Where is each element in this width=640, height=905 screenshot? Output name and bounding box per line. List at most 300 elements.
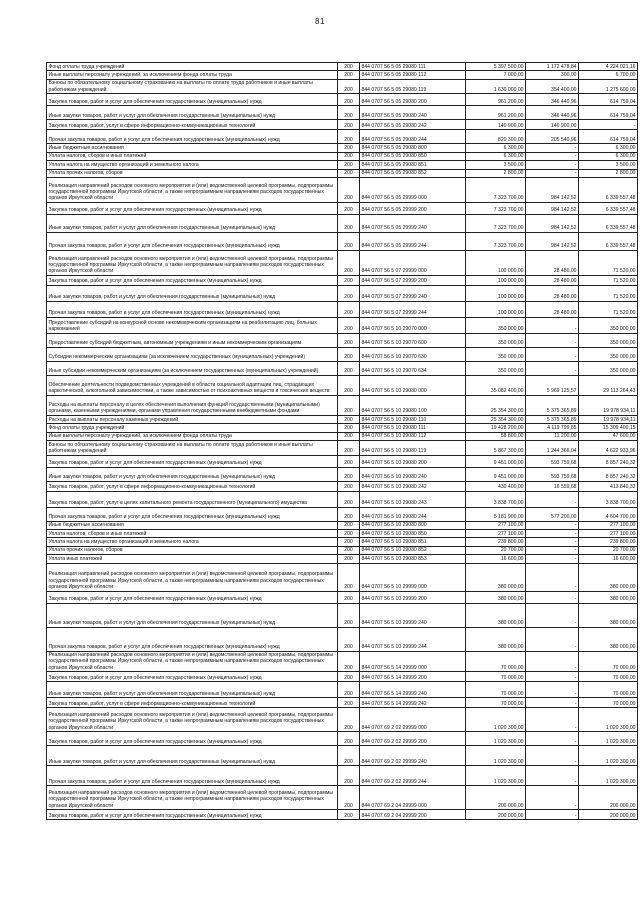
row-kvr-cell: 200 [338, 106, 360, 120]
row-kvr-cell: 200 [338, 521, 360, 529]
row-approved-cell: 380 000,00 [466, 603, 526, 627]
row-approved-cell: 5 397 500,00 [466, 63, 526, 71]
row-code-cell: 844 0707 56 5 05 29999 240 [360, 214, 466, 232]
row-name-cell: Реализация направлений расходов основного мероприятия и (или) ведомственной целевой программы, подпрограммы государственной программы Иркутской области, а также непрограммным направлениям расходов государственных органов Иркутской области [47, 563, 338, 591]
row-approved-cell: 1 020 300,00 [466, 708, 526, 732]
row-kvr-cell: 200 [338, 546, 360, 554]
row-approved-cell: 9 451 000,00 [466, 455, 526, 467]
row-unexecuted-cell: 3 838 700,00 [579, 491, 638, 507]
row-executed-cell: 28 480,00 [526, 275, 579, 285]
row-name-cell: Прочая закупка товаров, работ и услуг для обеспечения государственных (муниципальных) нужд [47, 301, 338, 317]
row-code-cell: 844 0707 56 5 10 29999 244 [360, 627, 466, 651]
table-row [47, 441, 638, 456]
row-code-cell: 844 0707 56 5 07 29999 244 [360, 301, 466, 317]
row-unexecuted-cell: 6 300,00 [579, 144, 638, 152]
table-row [47, 546, 638, 554]
row-kvr-cell: 200 [338, 682, 360, 698]
row-name-cell: Иные закупки товаров, работ и услуг для обеспечения государственных (муниципальных) нужд [47, 214, 338, 232]
row-executed-cell: 593 759,68 [526, 455, 579, 467]
row-code-cell: 844 0707 56 5 05 29999 244 [360, 232, 466, 250]
row-code-cell: 844 0707 56 5 07 29999 000 [360, 250, 466, 275]
row-executed-cell: - [526, 521, 579, 529]
row-kvr-cell: 200 [338, 481, 360, 491]
row-executed-cell: 354 400,00 [526, 79, 579, 94]
row-name-cell: Фонд оплаты труда учреждений [47, 424, 338, 432]
row-code-cell: 844 0707 56 5 10 29080 242 [360, 481, 466, 491]
row-unexecuted-cell: 614 759,04 [579, 94, 638, 106]
row-approved-cell: 7 323 700,00 [466, 202, 526, 214]
row-approved-cell: 2 800,00 [466, 169, 526, 177]
row-kvr-cell: 200 [338, 169, 360, 177]
row-name-cell: Закупка товаров, работ, услуг в целях капитального ремонта государственного (муниципального) имущества [47, 491, 338, 507]
table-row [47, 106, 638, 120]
row-unexecuted-cell: 6 700,00 [579, 71, 638, 79]
row-code-cell: 844 0707 56 5 10 29080 853 [360, 555, 466, 563]
row-unexecuted-cell: 1 275 600,00 [579, 79, 638, 94]
row-kvr-cell: 200 [338, 415, 360, 423]
row-executed-cell: - [526, 708, 579, 732]
table-row [47, 786, 638, 810]
row-unexecuted-cell: 614 759,04 [579, 130, 638, 144]
row-name-cell: Уплата прочих налогов, сборов [47, 169, 338, 177]
row-code-cell: 844 0707 56 5 07 29999 200 [360, 275, 466, 285]
row-approved-cell: 200 000,00 [466, 810, 526, 820]
row-kvr-cell: 200 [338, 746, 360, 766]
row-approved-cell: 70 000,00 [466, 698, 526, 708]
table-row [47, 491, 638, 507]
row-unexecuted-cell: 380 000,00 [579, 627, 638, 651]
row-name-cell: Реализация направлений расходов основного мероприятия и (или) ведомственной целевой программы, подпрограммы государственной программы Иркутской области, а также непрограммным направлениям расходов государственных органов Иркутской области [47, 708, 338, 732]
row-unexecuted-cell: 16 600,00 [579, 555, 638, 563]
row-unexecuted-cell: 4 622 933,96 [579, 441, 638, 456]
row-executed-cell: 346 440,96 [526, 106, 579, 120]
row-unexecuted-cell: 350 000,00 [579, 333, 638, 347]
table-row [47, 63, 638, 71]
table-body [47, 63, 638, 820]
row-executed-cell: - [526, 144, 579, 152]
row-approved-cell: 5 867 300,00 [466, 441, 526, 456]
row-name-cell: Закупка товаров, работ и услуг для обеспечения государственных (муниципальных) нужд [47, 732, 338, 746]
row-approved-cell: 961 200,00 [466, 106, 526, 120]
row-unexecuted-cell: 6 339 557,48 [579, 202, 638, 214]
row-approved-cell: 100 000,00 [466, 250, 526, 275]
row-unexecuted-cell: 70 000,00 [579, 682, 638, 698]
row-name-cell: Иные закупки товаров, работ и услуг для обеспечения государственных (муниципальных) нужд [47, 746, 338, 766]
row-approved-cell: 1 020 300,00 [466, 732, 526, 746]
row-kvr-cell: 200 [338, 79, 360, 94]
row-kvr-cell: 200 [338, 71, 360, 79]
row-name-cell: Иные выплаты персоналу учреждений, за исключением фонда оплаты труда [47, 71, 338, 79]
row-approved-cell: 239 800,00 [466, 538, 526, 546]
row-approved-cell: 16 600,00 [466, 555, 526, 563]
row-executed-cell: 4 119 799,85 [526, 424, 579, 432]
row-code-cell: 844 0707 56 5 10 29080 000 [360, 375, 466, 395]
row-code-cell: 844 0707 56 5 10 29080 111 [360, 424, 466, 432]
row-code-cell: 844 0707 56 5 10 29080 243 [360, 491, 466, 507]
row-name-cell: Закупка товаров, работ и услуг для обеспечения государственных (муниципальных) нужд [47, 94, 338, 106]
row-name-cell: Иные закупки товаров, работ и услуг для обеспечения государственных (муниципальных) нужд [47, 467, 338, 481]
table-row [47, 347, 638, 361]
row-kvr-cell: 200 [338, 361, 360, 375]
row-name-cell: Реализация направлений расходов основного мероприятия и (или) ведомственной целевой программы, подпрограммы государственной программы Иркутской области, а также непрограммным направлениям расходов государственных органов Иркутской области [47, 786, 338, 810]
row-unexecuted-cell: 350 000,00 [579, 317, 638, 333]
row-unexecuted-cell: 1 020 300,00 [579, 746, 638, 766]
row-kvr-cell: 200 [338, 441, 360, 456]
row-unexecuted-cell: 19 978 934,11 [579, 395, 638, 415]
row-code-cell: 844 0707 56 5 05 29999 200 [360, 202, 466, 214]
row-unexecuted-cell: 277 100,00 [579, 530, 638, 538]
row-approved-cell: 25 354 300,00 [466, 395, 526, 415]
row-name-cell: Реализация направлений расходов основного мероприятия и (или) ведомственной целевой программы, подпрограммы государственной программы Иркутской области, а также непрограммным направлениям расходов государственных органов Иркутской области [47, 651, 338, 672]
row-unexecuted-cell: 350 000,00 [579, 361, 638, 375]
row-name-cell: Расходы на выплаты персоналу казенных учреждений [47, 415, 338, 423]
row-name-cell: Закупка товаров, работ и услуг для обеспечения государственных (муниципальных) нужд [47, 591, 338, 603]
row-code-cell: 844 0707 56 5 05 29080 850 [360, 152, 466, 160]
row-unexecuted-cell: 6 339 557,48 [579, 232, 638, 250]
row-executed-cell: - [526, 333, 579, 347]
row-executed-cell: 11 200,00 [526, 432, 579, 440]
row-name-cell: Закупка товаров, работ, услуг в сфере информационно-коммуникационных технологий [47, 698, 338, 708]
row-unexecuted-cell: 70 000,00 [579, 698, 638, 708]
row-approved-cell: 430 400,00 [466, 481, 526, 491]
row-executed-cell: 16 559,68 [526, 481, 579, 491]
row-kvr-cell: 200 [338, 301, 360, 317]
row-kvr-cell: 200 [338, 152, 360, 160]
table-row [47, 563, 638, 591]
row-name-cell: Иные выплаты персоналу учреждений, за исключением фонда оплаты труда [47, 432, 338, 440]
row-code-cell: 844 0707 56 5 05 29999 000 [360, 177, 466, 202]
row-kvr-cell: 200 [338, 202, 360, 214]
table-row [47, 415, 638, 423]
row-unexecuted-cell: 413 840,32 [579, 481, 638, 491]
row-kvr-cell: 200 [338, 232, 360, 250]
row-executed-cell: - [526, 627, 579, 651]
row-approved-cell: 19 428 200,00 [466, 424, 526, 432]
row-executed-cell: - [526, 317, 579, 333]
row-code-cell: 844 0707 56 5 05 29080 112 [360, 71, 466, 79]
row-unexecuted-cell: 8 857 240,32 [579, 467, 638, 481]
row-kvr-cell: 200 [338, 120, 360, 130]
row-executed-cell: - [526, 161, 579, 169]
table-row [47, 507, 638, 521]
row-name-cell: Предоставление субсидий бюджетным, автономным учреждениям и иным некоммерческим организациям [47, 333, 338, 347]
row-unexecuted-cell: 6 339 557,48 [579, 177, 638, 202]
row-kvr-cell: 200 [338, 455, 360, 467]
table-row [47, 275, 638, 285]
row-name-cell: Предоставление субсидий на конкурсной основе некоммерческим организациям на реабилитацию лиц, больных наркоманией [47, 317, 338, 333]
row-code-cell: 844 0707 56 5 10 29070 600 [360, 333, 466, 347]
row-unexecuted-cell: 2 800,00 [579, 169, 638, 177]
row-code-cell: 844 0707 56 5 05 29080 111 [360, 63, 466, 71]
row-kvr-cell: 200 [338, 395, 360, 415]
table-row [47, 698, 638, 708]
row-unexecuted-cell: 1 020 300,00 [579, 708, 638, 732]
row-approved-cell: 277 100,00 [466, 521, 526, 529]
row-executed-cell: - [526, 698, 579, 708]
table-row [47, 555, 638, 563]
row-executed-cell: - [526, 682, 579, 698]
row-approved-cell: 100 000,00 [466, 285, 526, 301]
row-kvr-cell: 200 [338, 698, 360, 708]
row-unexecuted-cell: - [579, 120, 638, 130]
row-approved-cell: 7 000,00 [466, 71, 526, 79]
row-code-cell: 844 0707 56 5 10 29070 630 [360, 347, 466, 361]
row-name-cell: Иные закупки товаров, работ и услуг для обеспечения государственных (муниципальных) нужд [47, 603, 338, 627]
row-approved-cell: 35 082 400,00 [466, 375, 526, 395]
row-kvr-cell: 200 [338, 507, 360, 521]
row-kvr-cell: 200 [338, 144, 360, 152]
row-executed-cell: - [526, 591, 579, 603]
row-executed-cell: - [526, 546, 579, 554]
table-row [47, 530, 638, 538]
row-kvr-cell: 200 [338, 530, 360, 538]
row-kvr-cell: 200 [338, 250, 360, 275]
table-row [47, 214, 638, 232]
row-unexecuted-cell: 380 000,00 [579, 591, 638, 603]
row-code-cell: 844 0707 56 5 05 29080 119 [360, 79, 466, 94]
table-row [47, 130, 638, 144]
row-executed-cell: 984 142,52 [526, 232, 579, 250]
row-approved-cell: 9 451 000,00 [466, 467, 526, 481]
row-unexecuted-cell: 4 604 700,00 [579, 507, 638, 521]
row-executed-cell: 140 900,00 [526, 120, 579, 130]
row-approved-cell: 7 323 700,00 [466, 232, 526, 250]
row-code-cell: 844 0707 56 5 05 29080 800 [360, 144, 466, 152]
row-approved-cell: 140 900,00 [466, 120, 526, 130]
row-executed-cell: - [526, 672, 579, 682]
row-approved-cell: 1 020 300,00 [466, 746, 526, 766]
row-kvr-cell: 200 [338, 766, 360, 786]
row-kvr-cell: 200 [338, 285, 360, 301]
table-row [47, 120, 638, 130]
row-code-cell: 844 0707 56 5 10 29080 852 [360, 546, 466, 554]
row-code-cell: 844 0707 56 5 10 29999 000 [360, 563, 466, 591]
row-kvr-cell: 200 [338, 708, 360, 732]
row-kvr-cell: 200 [338, 672, 360, 682]
table-row [47, 481, 638, 491]
row-unexecuted-cell: 29 113 264,43 [579, 375, 638, 395]
row-unexecuted-cell: 6 300,00 [579, 152, 638, 160]
row-kvr-cell: 200 [338, 603, 360, 627]
row-unexecuted-cell: 200 000,00 [579, 786, 638, 810]
row-approved-cell: 7 323 700,00 [466, 214, 526, 232]
row-executed-cell: - [526, 786, 579, 810]
row-kvr-cell: 200 [338, 627, 360, 651]
row-code-cell: 844 0707 56 5 10 29999 200 [360, 591, 466, 603]
row-unexecuted-cell: 47 600,00 [579, 432, 638, 440]
row-approved-cell: 25 354 300,00 [466, 415, 526, 423]
row-approved-cell: 961 200,00 [466, 94, 526, 106]
row-executed-cell: - [526, 563, 579, 591]
row-approved-cell: 380 000,00 [466, 563, 526, 591]
table-row [47, 333, 638, 347]
row-code-cell: 844 0707 56 5 05 29080 200 [360, 94, 466, 106]
row-code-cell: 844 0707 56 5 10 29080 100 [360, 395, 466, 415]
table-row [47, 732, 638, 746]
table-row [47, 71, 638, 79]
row-name-cell: Прочая закупка товаров, работ и услуг для обеспечения государственных (муниципальных) нужд [47, 766, 338, 786]
row-approved-cell: 350 000,00 [466, 361, 526, 375]
row-kvr-cell: 200 [338, 651, 360, 672]
row-executed-cell: 28 480,00 [526, 285, 579, 301]
row-name-cell: Субсидии некоммерческим организациям (за исключением государственных (муниципальных) учреждений) [47, 347, 338, 361]
row-code-cell: 844 0707 56 5 05 29080 244 [360, 130, 466, 144]
row-name-cell: Прочая закупка товаров, работ и услуг для обеспечения государственных (муниципальных) нужд [47, 232, 338, 250]
row-kvr-cell: 200 [338, 161, 360, 169]
row-approved-cell: 380 000,00 [466, 627, 526, 651]
row-unexecuted-cell: 277 100,00 [579, 521, 638, 529]
row-executed-cell: 5 375 365,89 [526, 415, 579, 423]
row-unexecuted-cell: 8 857 240,32 [579, 455, 638, 467]
row-kvr-cell: 200 [338, 63, 360, 71]
row-unexecuted-cell: 15 309 400,15 [579, 424, 638, 432]
row-name-cell: Уплата налога на имущество организаций и земельного налога [47, 538, 338, 546]
row-unexecuted-cell: 1 020 300,00 [579, 732, 638, 746]
row-executed-cell: - [526, 810, 579, 820]
row-name-cell: Фонд оплаты труда учреждений [47, 63, 338, 71]
table-row [47, 152, 638, 160]
row-kvr-cell: 200 [338, 555, 360, 563]
row-executed-cell: 205 540,96 [526, 130, 579, 144]
row-name-cell: Иные закупки товаров, работ и услуг для обеспечения государственных (муниципальных) нужд [47, 106, 338, 120]
row-code-cell: 844 0707 56 5 10 29080 200 [360, 455, 466, 467]
row-name-cell: Прочая закупка товаров, работ и услуг для обеспечения государственных (муниципальных) нужд [47, 507, 338, 521]
table-row [47, 177, 638, 202]
row-kvr-cell: 200 [338, 591, 360, 603]
row-code-cell: 844 0707 56 5 10 29080 800 [360, 521, 466, 529]
row-code-cell: 844 0707 56 5 10 29999 240 [360, 603, 466, 627]
row-name-cell: Прочая закупка товаров, работ и услуг для обеспечения государственных (муниципальных) нужд [47, 627, 338, 651]
row-approved-cell: 200 000,00 [466, 786, 526, 810]
row-approved-cell: 70 000,00 [466, 682, 526, 698]
row-unexecuted-cell: 71 520,00 [579, 275, 638, 285]
table-row [47, 682, 638, 698]
row-name-cell: Обеспечение деятельности подведомственных учреждений в области социальной адаптации лиц, страдающих наркотической, алкогольной зависимостями, а также зависимостью от психоактивных веществ и токсических веществ [47, 375, 338, 395]
row-executed-cell: - [526, 152, 579, 160]
row-kvr-cell: 200 [338, 347, 360, 361]
row-approved-cell: 3 500,00 [466, 161, 526, 169]
row-code-cell: 844 0707 56 5 10 29080 851 [360, 538, 466, 546]
row-executed-cell: - [526, 491, 579, 507]
table-row [47, 627, 638, 651]
row-kvr-cell: 200 [338, 467, 360, 481]
row-kvr-cell: 200 [338, 317, 360, 333]
table-row [47, 672, 638, 682]
table-row [47, 424, 638, 432]
row-kvr-cell: 200 [338, 177, 360, 202]
row-code-cell: 844 0707 56 5 05 29080 242 [360, 120, 466, 130]
table-row [47, 395, 638, 415]
row-approved-cell: 1 630 000,00 [466, 79, 526, 94]
row-approved-cell: 70 000,00 [466, 651, 526, 672]
row-code-cell: 844 0707 56 5 10 29080 240 [360, 467, 466, 481]
row-unexecuted-cell: 4 224 021,16 [579, 63, 638, 71]
row-executed-cell: 984 142,52 [526, 214, 579, 232]
row-kvr-cell: 200 [338, 491, 360, 507]
row-name-cell: Реализация направлений расходов основного мероприятия и (или) ведомственной целевой программы, подпрограммы государственной программы Иркутской области, а также непрограммным направлениям расходов государственных органов Иркутской области [47, 177, 338, 202]
row-name-cell: Закупка товаров, работ, услуг в сфере информационно-коммуникационных технологий [47, 481, 338, 491]
row-kvr-cell: 200 [338, 732, 360, 746]
table-row [47, 144, 638, 152]
row-name-cell: Иные бюджетные ассигнования [47, 144, 338, 152]
row-kvr-cell: 200 [338, 810, 360, 820]
row-kvr-cell: 200 [338, 432, 360, 440]
row-code-cell: 844 0707 56 5 10 29080 112 [360, 432, 466, 440]
row-kvr-cell: 200 [338, 275, 360, 285]
row-executed-cell: 1 244 366,04 [526, 441, 579, 456]
row-executed-cell: 984 142,52 [526, 202, 579, 214]
table-row [47, 538, 638, 546]
row-approved-cell: 100 000,00 [466, 301, 526, 317]
row-name-cell: Иные субсидии некоммерческим организациям (за исключением государственных (муниципальных) учреждений) [47, 361, 338, 375]
row-kvr-cell: 200 [338, 214, 360, 232]
row-code-cell: 844 0707 56 5 14 29999 240 [360, 682, 466, 698]
row-kvr-cell: 200 [338, 538, 360, 546]
row-executed-cell: - [526, 603, 579, 627]
row-code-cell: 844 0707 69 2 02 29999 240 [360, 746, 466, 766]
table-row [47, 603, 638, 627]
table-row [47, 79, 638, 94]
row-executed-cell: 346 440,96 [526, 94, 579, 106]
row-code-cell: 844 0707 56 5 14 29999 000 [360, 651, 466, 672]
row-code-cell: 844 0707 69 2 04 29999 200 [360, 810, 466, 820]
table-row [47, 375, 638, 395]
row-executed-cell: - [526, 538, 579, 546]
row-approved-cell: 350 000,00 [466, 333, 526, 347]
row-executed-cell: 593 759,68 [526, 467, 579, 481]
table-row [47, 746, 638, 766]
table-row [47, 285, 638, 301]
table-row [47, 467, 638, 481]
row-executed-cell: 1 172 478,84 [526, 63, 579, 71]
row-name-cell: Закупка товаров, работ и услуг для обеспечения государственных (муниципальных) нужд [47, 455, 338, 467]
row-name-cell: Взносы по обязательному социальному страхованию на выплаты по оплате труда работников и иные выплаты работникам учреждений [47, 441, 338, 456]
row-unexecuted-cell: 350 000,00 [579, 347, 638, 361]
row-kvr-cell: 200 [338, 130, 360, 144]
row-code-cell: 844 0707 69 2 02 29999 000 [360, 708, 466, 732]
table-row [47, 455, 638, 467]
row-code-cell: 844 0707 69 2 02 29999 200 [360, 732, 466, 746]
row-executed-cell: - [526, 555, 579, 563]
row-code-cell: 844 0707 56 5 05 29080 851 [360, 161, 466, 169]
row-code-cell: 844 0707 56 5 10 29080 850 [360, 530, 466, 538]
table-row [47, 250, 638, 275]
table-row [47, 317, 638, 333]
row-code-cell: 844 0707 56 5 10 29080 119 [360, 441, 466, 456]
row-name-cell: Уплата прочих налогов, сборов [47, 546, 338, 554]
row-unexecuted-cell: 200 000,00 [579, 810, 638, 820]
row-code-cell: 844 0707 56 5 14 29999 242 [360, 698, 466, 708]
row-executed-cell: 300,00 [526, 71, 579, 79]
row-unexecuted-cell: 239 800,00 [579, 538, 638, 546]
row-name-cell: Закупка товаров, работ и услуг для обеспечения государственных (муниципальных) нужд [47, 810, 338, 820]
row-executed-cell: 5 375 365,89 [526, 395, 579, 415]
row-approved-cell: 380 000,00 [466, 591, 526, 603]
row-name-cell: Расходы на выплаты персоналу в целях обеспечения выполнения функций государственными (муниципальными) органами, казенными учреждениями, органами управления государственными внебюджетными фондами [47, 395, 338, 415]
row-executed-cell: - [526, 732, 579, 746]
row-name-cell: Уплата налогов, сборов и иных платежей [47, 530, 338, 538]
row-code-cell: 844 0707 56 5 10 29080 244 [360, 507, 466, 521]
row-kvr-cell: 200 [338, 333, 360, 347]
table-row [47, 591, 638, 603]
row-kvr-cell: 200 [338, 424, 360, 432]
table-row [47, 301, 638, 317]
row-approved-cell: 6 300,00 [466, 152, 526, 160]
table-row [47, 766, 638, 786]
row-name-cell: Реализация направлений расходов основного мероприятия и (или) ведомственной целевой программы, подпрограммы государственной программы Иркутской области, а также непрограммным направлениям расходов государственных органов Иркутской области [47, 250, 338, 275]
table-row [47, 94, 638, 106]
row-approved-cell: 3 838 700,00 [466, 491, 526, 507]
